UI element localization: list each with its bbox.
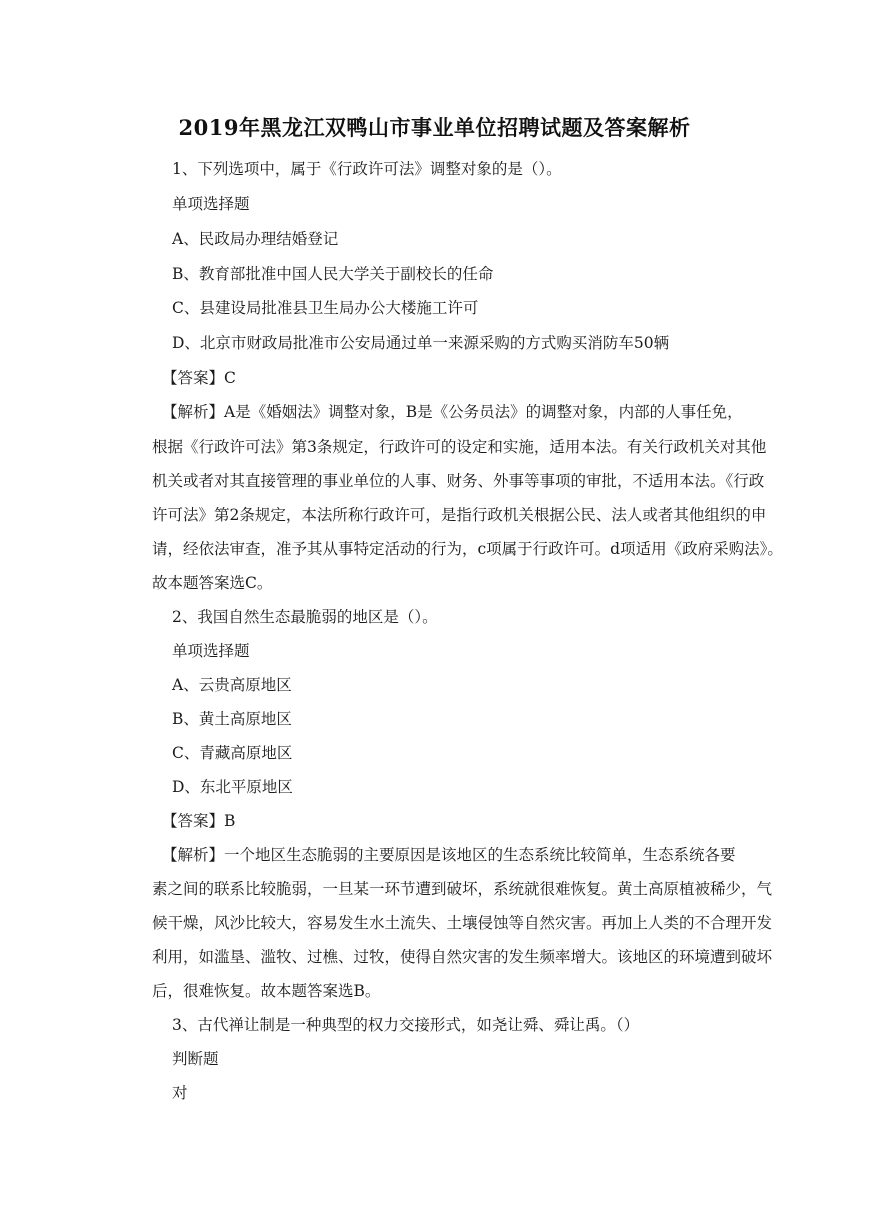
question-1-analysis-line: 机关或者对其直接管理的事业单位的人事、财务、外事等事项的审批，不适用本法。《行政 [152, 472, 765, 490]
question-2-type: 单项选择题 [172, 642, 250, 660]
question-2-option-b: B、黄土高原地区 [172, 710, 292, 728]
question-2-analysis-line: 【解析】一个地区生态脆弱的主要原因是该地区的生态系统比较简单，生态系统各要 [162, 846, 736, 864]
question-2-option-d: D、东北平原地区 [172, 778, 293, 796]
question-1-option-a: A、民政局办理结婚登记 [172, 230, 339, 248]
question-2-option-a: A、云贵高原地区 [172, 676, 292, 694]
question-1-analysis-line: 许可法》第2条规定，本法所称行政许可，是指行政机关根据公民、法人或者其他组织的申 [152, 506, 767, 524]
question-1-option-c: C、县建设局批准县卫生局办公大楼施工许可 [172, 299, 479, 317]
question-2-analysis-line: 候干燥，风沙比较大，容易发生水土流失、土壤侵蚀等自然灾害。再加上人类的不合理开发 [152, 914, 773, 932]
question-3-type: 判断题 [172, 1050, 219, 1068]
question-1-analysis-line: 【解析】A是《婚姻法》调整对象，B是《公务员法》的调整对象，内部的人事任免， [162, 403, 743, 421]
question-1-analysis-line: 根据《行政许可法》第3条规定，行政许可的设定和实施，适用本法。有关行政机关对其他 [152, 438, 767, 456]
question-3-option-true: 对 [172, 1084, 188, 1102]
question-1-analysis-line: 故本题答案选C。 [152, 574, 273, 592]
question-1-answer: 【答案】C [162, 369, 236, 387]
question-1-option-d: D、北京市财政局批准市公安局通过单一来源采购的方式购买消防车50辆 [172, 334, 670, 352]
question-1-analysis-line: 请，经依法审查，准予其从事特定活动的行为，c项属于行政许可。d项适用《政府采购法》。 [152, 540, 783, 558]
question-1-text: 1、下列选项中，属于《行政许可法》调整对象的是（）。 [172, 160, 562, 178]
question-2-answer: 【答案】B [162, 812, 236, 830]
page-title: 2019年黑龙江双鸭山市事业单位招聘试题及答案解析 [178, 115, 691, 140]
question-2-text: 2、我国自然生态最脆弱的地区是（）。 [172, 608, 438, 626]
question-2-option-c: C、青藏高原地区 [172, 744, 293, 762]
question-1-type: 单项选择题 [172, 195, 250, 213]
question-2-analysis-line: 利用，如滥垦、滥牧、过樵、过牧，使得自然灾害的发生频率增大。该地区的环境遭到破坏 [152, 948, 773, 966]
question-2-analysis-line: 后，很难恢复。故本题答案选B。 [152, 982, 381, 1000]
question-1-option-b: B、教育部批准中国人民大学关于副校长的任命 [172, 265, 494, 283]
question-3-text: 3、古代禅让制是一种典型的权力交接形式，如尧让舜、舜让禹。（） [172, 1016, 640, 1034]
question-2-analysis-line: 素之间的联系比较脆弱，一旦某一环节遭到破坏，系统就很难恢复。黄土高原植被稀少，气 [152, 880, 773, 898]
